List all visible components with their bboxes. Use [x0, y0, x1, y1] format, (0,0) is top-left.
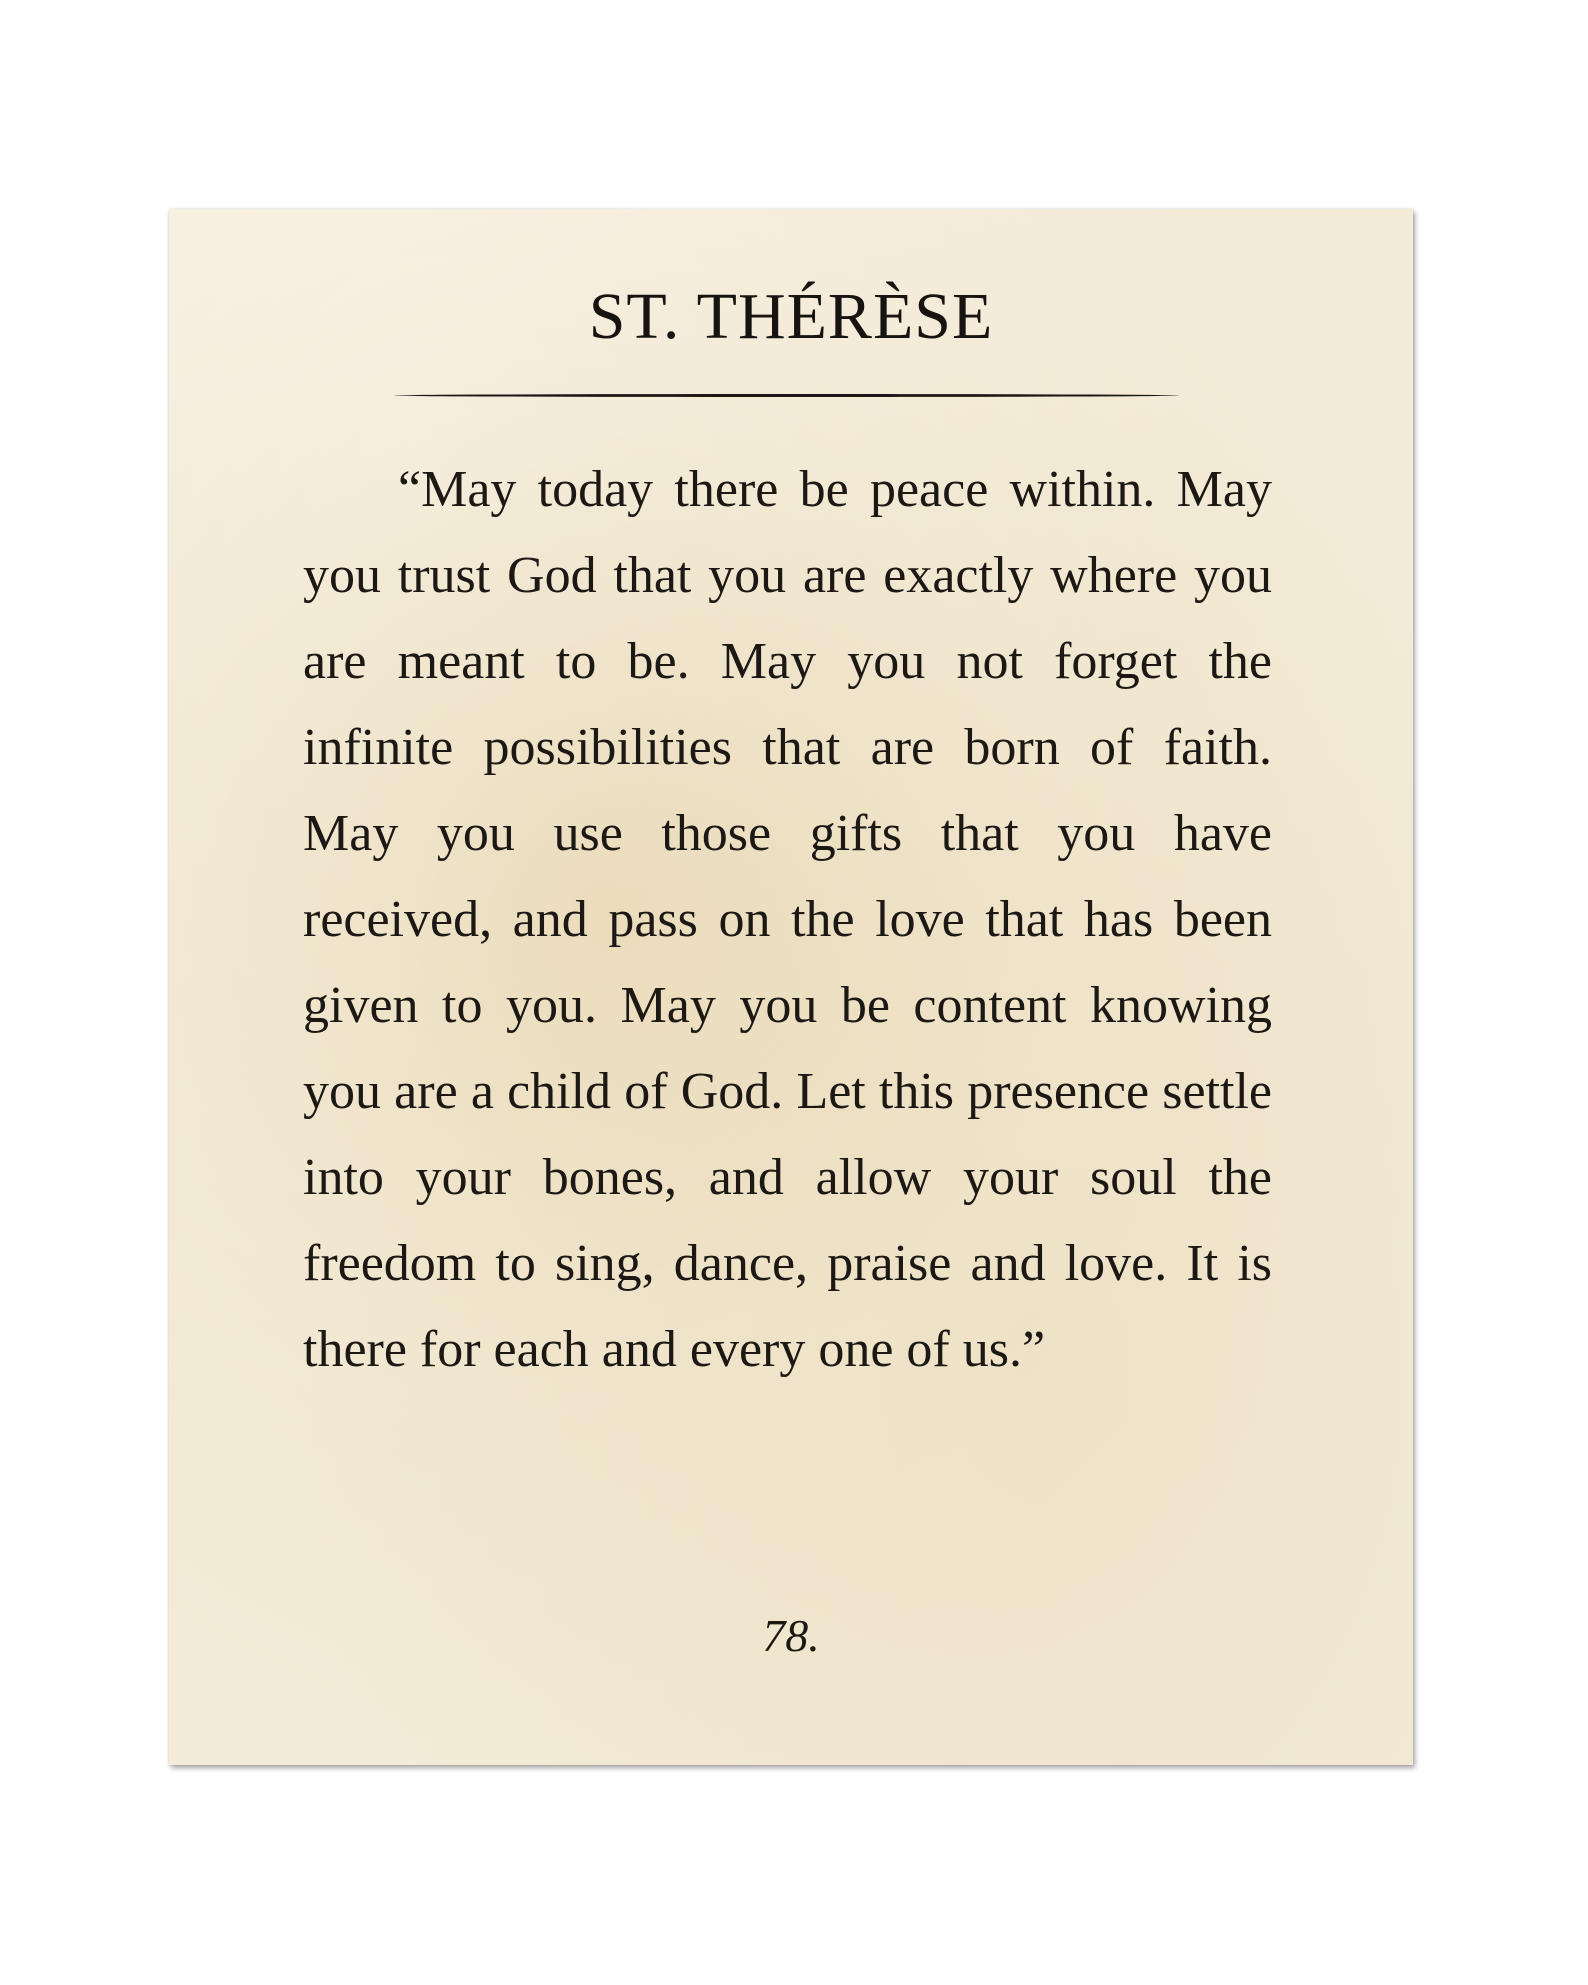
- page-title: ST. THÉRÈSE: [588, 280, 994, 353]
- quote-text: “May today there be peace within. May you trust God that you are exactly where you are meant to be. May you not forget the infinite possibilities that are born of faith. May you use those gifts that you have received, and pass on the love that has been given to you. May you be content knowing you are a child of God. Let this presence settle into your bones, and allow your soul the freedom to sing, dance, praise and love. It is there for each and every one of us.”: [303, 461, 1272, 1378]
- title-divider: [394, 394, 1179, 397]
- book-page: [169, 209, 1413, 1765]
- page-number: 78.: [762, 1610, 820, 1661]
